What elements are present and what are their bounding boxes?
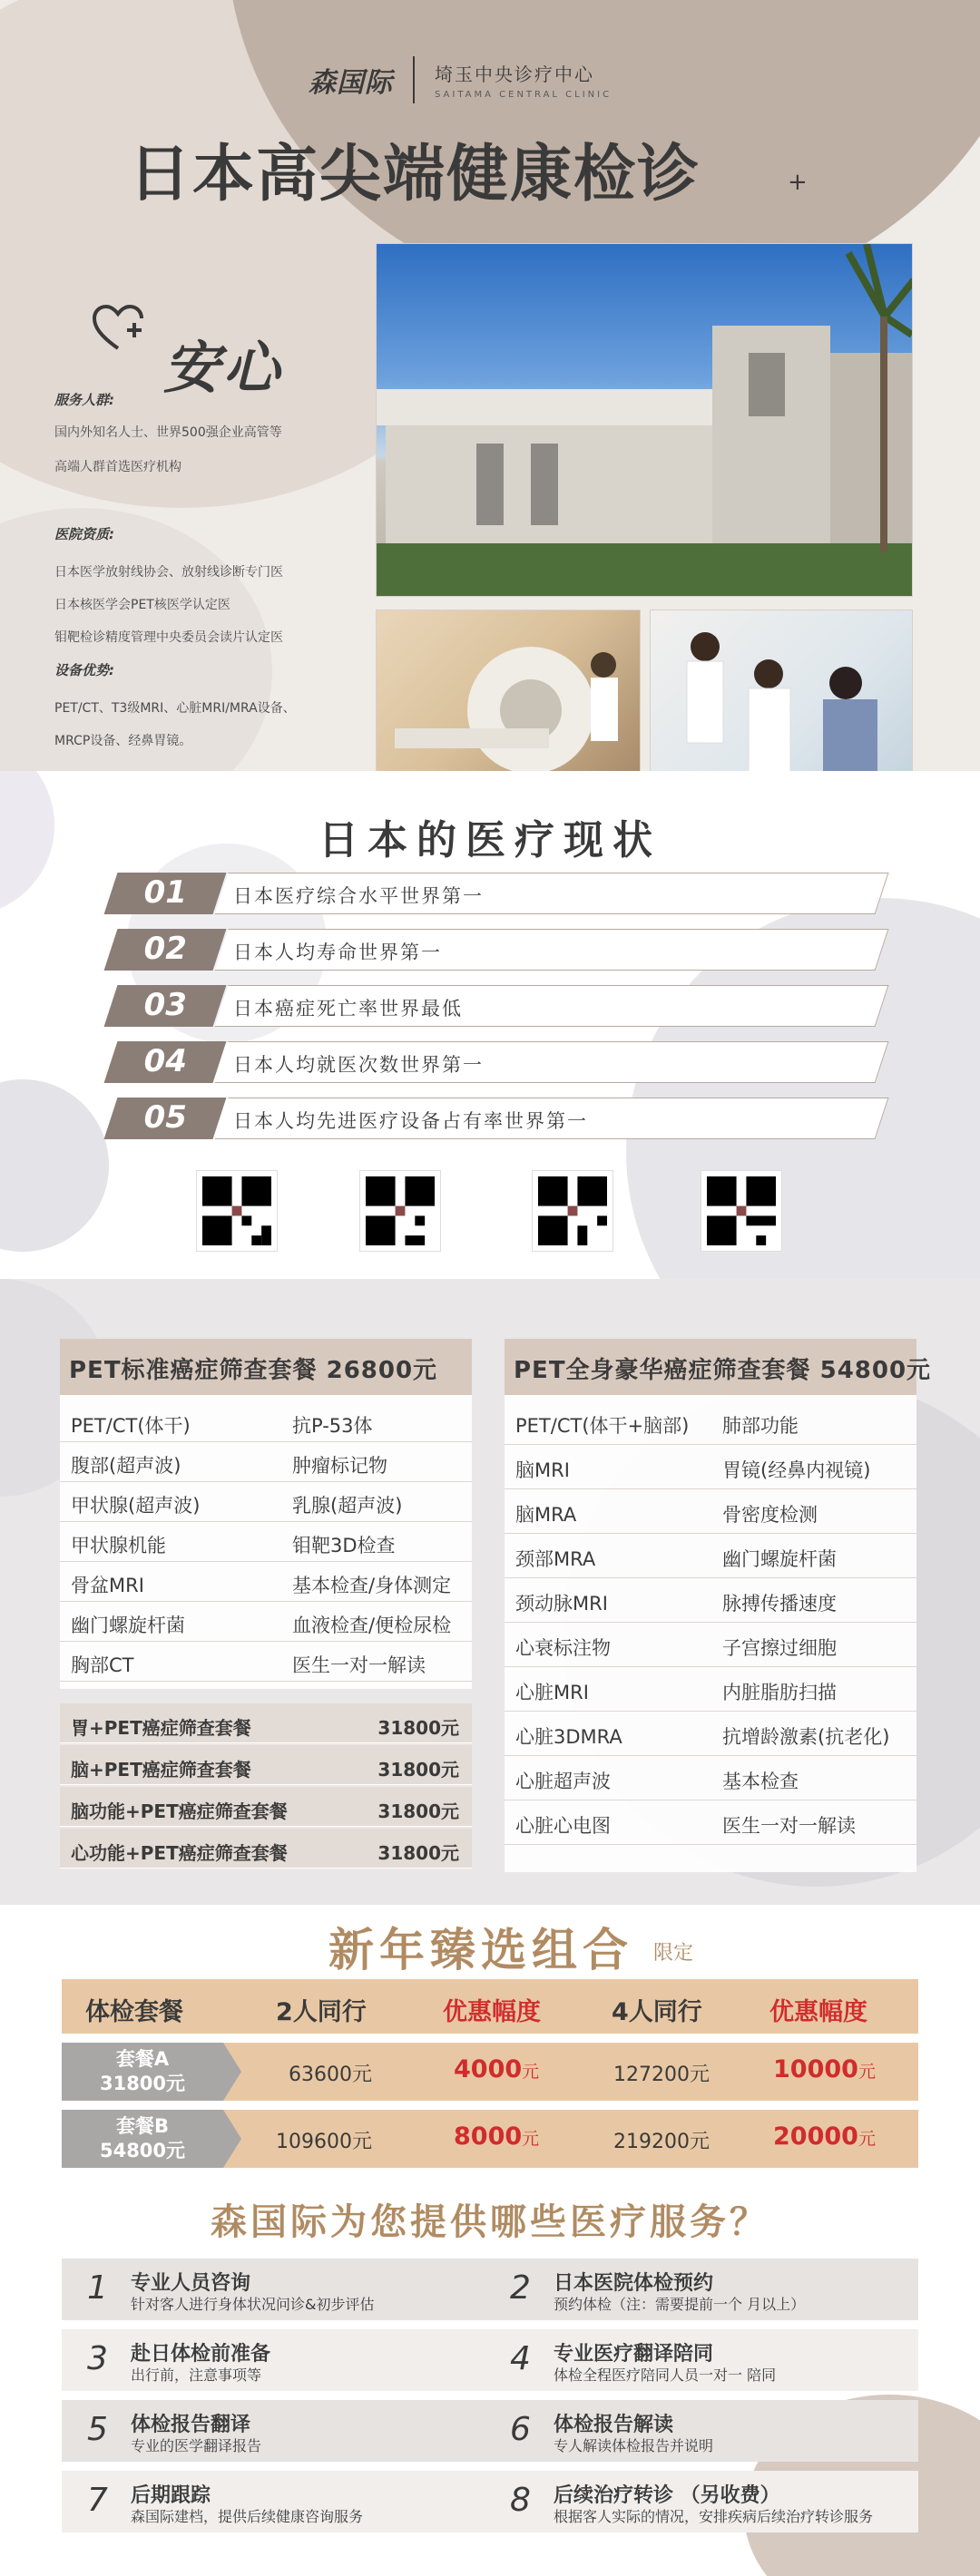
info-heading: 设备优势: xyxy=(54,662,114,678)
header-cell: 优惠幅度 xyxy=(769,1998,867,2026)
status-number: 04 xyxy=(104,1041,227,1083)
service-title: 日本医院体检预约 xyxy=(554,2272,714,2295)
package-row: 甲状腺(超声波) 乳腺(超声波) xyxy=(60,1482,472,1522)
status-number: 03 xyxy=(104,985,227,1027)
service-group-info xyxy=(54,390,381,489)
status-number: 01 xyxy=(104,873,227,914)
combo-package-row: 心功能+PET癌症筛查套餐 31800元 xyxy=(60,1829,472,1869)
service-item xyxy=(485,2329,918,2391)
heart-plus-icon xyxy=(91,303,145,352)
service-title: 后续治疗转诊 （另收费） xyxy=(554,2484,780,2507)
brand-logo: 森国际 xyxy=(309,67,393,99)
status-text: 日本医疗综合水平世界第一 xyxy=(233,885,484,907)
doctor-photo xyxy=(650,610,913,771)
service-desc: 预约体检（注：需要提前一个 月以上） xyxy=(554,2296,806,2313)
status-item xyxy=(111,1041,882,1083)
status-item xyxy=(111,873,882,914)
price-two: 63600元 xyxy=(289,2064,372,2086)
header-cell: 4人同行 xyxy=(612,1998,702,2026)
clinic-name-en: SAITAMA CENTRAL CLINIC xyxy=(435,90,612,100)
clinic-name-cn: 埼玉中央诊疗中心 xyxy=(435,63,594,85)
service-title: 体检报告翻译 xyxy=(131,2414,251,2436)
discount-four: 10000元 xyxy=(773,2055,876,2083)
service-item xyxy=(62,2400,495,2462)
status-item xyxy=(111,1098,882,1139)
info-heading: 医院资质: xyxy=(54,526,114,542)
header-cell: 优惠幅度 xyxy=(443,1998,541,2026)
luxury-package-card xyxy=(505,1339,932,1872)
service-number: 4 xyxy=(510,2340,531,2377)
status-number: 02 xyxy=(104,929,227,971)
mri-photo xyxy=(376,610,641,771)
header-cell: 2人同行 xyxy=(276,1998,367,2026)
service-desc: 专业的医学翻译报告 xyxy=(131,2437,262,2454)
service-number: 2 xyxy=(510,2269,531,2307)
section-title: 新年臻选组合 xyxy=(328,1924,633,1976)
standard-package-card xyxy=(60,1339,472,1689)
offer-row xyxy=(62,2043,918,2101)
tagline: 安心 xyxy=(163,335,284,401)
discount-two: 4000元 xyxy=(454,2055,540,2083)
section-title: 日本的医疗现状 xyxy=(318,817,662,864)
service-item xyxy=(62,2471,495,2532)
qr-code[interactable] xyxy=(701,1170,782,1252)
service-title: 专业医疗翻译陪同 xyxy=(554,2343,714,2366)
package-row: 心脏3DMRA 抗增龄激素(抗老化) xyxy=(505,1712,916,1756)
service-desc: 专人解读体检报告并说明 xyxy=(554,2437,714,2454)
combo-package-row: 脑功能+PET癌症筛查套餐 31800元 xyxy=(60,1787,472,1827)
discount-four: 20000元 xyxy=(773,2122,876,2151)
package-row: 骨盆MRI 基本检查/身体测定 xyxy=(60,1562,472,1602)
service-number: 8 xyxy=(510,2482,531,2519)
service-desc: 针对客人进行身体状况问诊&初步评估 xyxy=(131,2296,375,2313)
hero-title: 日本高尖端健康检诊 xyxy=(129,139,701,210)
package-row: PET/CT(体干) 抗P-53体 xyxy=(60,1402,472,1442)
service-desc: 根据客人实际的情况，安排疾病后续治疗转诊服务 xyxy=(554,2508,874,2525)
package-title: PET全身豪华癌症筛查套餐 54800元 xyxy=(505,1339,916,1395)
package-title: PET标准癌症筛查套餐 26800元 xyxy=(60,1339,472,1395)
package-row: 脑MRI 胃镜(经鼻内视镜) xyxy=(505,1445,916,1489)
package-row: PET/CT(体干+脑部) 肺部功能 xyxy=(505,1400,916,1445)
price-four: 127200元 xyxy=(613,2064,710,2086)
status-text: 日本人均先进医疗设备占有率世界第一 xyxy=(233,1110,588,1132)
status-text: 日本人均寿命世界第一 xyxy=(233,942,442,963)
package-row: 脑MRA 骨密度检测 xyxy=(505,1489,916,1534)
service-item xyxy=(62,2329,495,2391)
package-row: 腹部(超声波) 肿瘤标记物 xyxy=(60,1442,472,1482)
package-row: 甲状腺机能 钼靶3D检查 xyxy=(60,1522,472,1562)
section-subtitle: 限定 xyxy=(653,1942,694,1965)
newyear-offer-section xyxy=(0,1905,980,2177)
packages-section xyxy=(0,1279,980,1905)
info-text: PET/CT、T3级MRI、心脏MRI/MRA设备、 MRCP设备、经鼻胃镜。 xyxy=(54,701,296,748)
status-item xyxy=(111,929,882,971)
section-title: 森国际为您提供哪些医疗服务？ xyxy=(211,2201,769,2243)
service-title: 后期跟踪 xyxy=(131,2484,211,2507)
service-number: 3 xyxy=(87,2340,108,2377)
hero-section xyxy=(0,0,980,771)
building-photo xyxy=(376,243,913,597)
package-row: 幽门螺旋杆菌 血液检查/便检尿检 xyxy=(60,1602,472,1642)
offer-package-label: 套餐B 54800元 xyxy=(62,2110,223,2168)
services-section xyxy=(0,2177,980,2576)
package-row: 心脏超声波 基本检查 xyxy=(505,1756,916,1800)
info-text: 日本医学放射线协会、放射线诊断专门医 日本核医学会PET核医学认定医 钼靶检诊精度管理中央委员会读片认定医 xyxy=(54,565,283,645)
package-row: 颈动脉MRI 脉搏传播速度 xyxy=(505,1578,916,1623)
offer-package-label: 套餐A 31800元 xyxy=(62,2043,223,2101)
service-desc: 森国际建档，提供后续健康咨询服务 xyxy=(131,2508,364,2525)
info-heading: 服务人群: xyxy=(54,392,114,408)
combo-package-row: 胃+PET癌症筛查套餐 31800元 xyxy=(60,1703,472,1743)
status-text: 日本人均就医次数世界第一 xyxy=(233,1054,484,1076)
service-desc: 体检全程医疗陪同人员一对一 陪同 xyxy=(554,2366,777,2384)
offer-row xyxy=(62,2110,918,2168)
status-text: 日本癌症死亡率世界最低 xyxy=(233,998,463,1020)
service-number: 5 xyxy=(87,2411,108,2448)
qr-code[interactable] xyxy=(359,1170,441,1252)
service-item xyxy=(485,2259,918,2320)
status-number: 05 xyxy=(104,1098,227,1139)
hero-title-plus: + xyxy=(788,169,808,196)
divider xyxy=(413,56,415,103)
equipment-info xyxy=(54,660,381,768)
price-two: 109600元 xyxy=(276,2131,372,2153)
service-item xyxy=(485,2400,918,2462)
service-item xyxy=(485,2471,918,2532)
service-title: 体检报告解读 xyxy=(554,2414,674,2436)
price-four: 219200元 xyxy=(613,2131,710,2153)
status-item xyxy=(111,985,882,1027)
medical-status-section xyxy=(0,771,980,1279)
service-desc: 出行前，注意事项等 xyxy=(131,2366,262,2384)
brand-header xyxy=(309,56,612,103)
clinic-name xyxy=(435,60,612,100)
package-row: 心脏心电图 医生一对一解读 xyxy=(505,1800,916,1845)
service-title: 专业人员咨询 xyxy=(131,2272,251,2295)
header-cell: 体检套餐 xyxy=(85,1998,183,2026)
qr-code[interactable] xyxy=(532,1170,613,1252)
service-number: 6 xyxy=(510,2411,531,2448)
service-item xyxy=(62,2259,495,2320)
combo-package-row: 脑+PET癌症筛查套餐 31800元 xyxy=(60,1745,472,1785)
decor-circle xyxy=(0,1079,109,1252)
service-title: 赴日体检前准备 xyxy=(131,2343,271,2366)
qr-code[interactable] xyxy=(196,1170,278,1252)
package-row: 胸部CT 医生一对一解读 xyxy=(60,1642,472,1682)
package-row: 心脏MRI 内脏脂肪扫描 xyxy=(505,1667,916,1712)
service-number: 7 xyxy=(87,2482,108,2519)
offer-table-header xyxy=(62,1979,918,2034)
qualification-info xyxy=(54,524,381,665)
service-number: 1 xyxy=(87,2269,108,2307)
package-row: 颈部MRA 幽门螺旋杆菌 xyxy=(505,1534,916,1578)
info-text: 国内外知名人士、世界500强企业高管等 高端人群首选医疗机构 xyxy=(54,425,282,474)
package-row: 心衰标注物 子宫擦过细胞 xyxy=(505,1623,916,1667)
discount-two: 8000元 xyxy=(454,2122,540,2151)
